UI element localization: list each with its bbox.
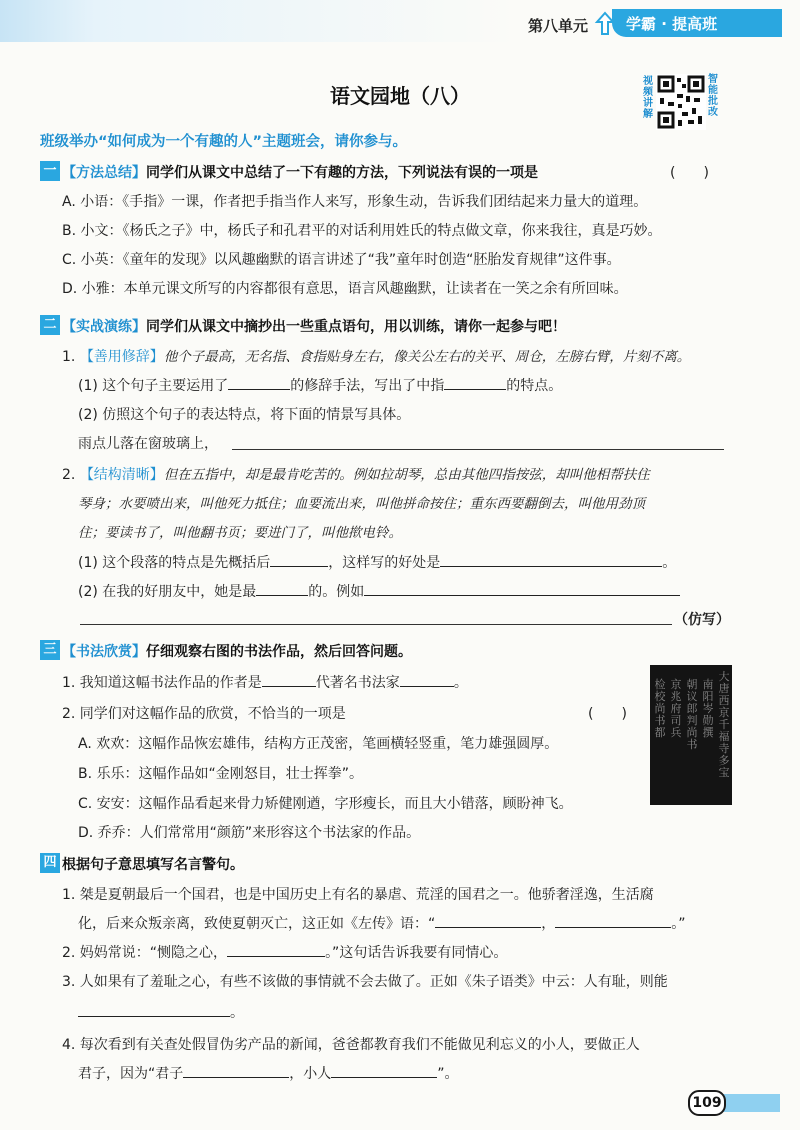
blank-gentleman[interactable] xyxy=(183,1063,289,1078)
blank-rhetoric[interactable] xyxy=(228,375,290,390)
q4-1-line-2 xyxy=(78,913,686,933)
answer-line[interactable] xyxy=(80,624,672,625)
q2-2-number: 2. xyxy=(62,467,76,483)
q4-2-part-b: 。”这句话告诉我要有同情心。 xyxy=(325,945,508,961)
option-b: B. 小文：《杨氏之子》中，杨氏子和孔君平的对话利用姓氏的特点做文章，你来我往，真是巧妙。 xyxy=(62,223,662,239)
q4-1-part-a: 化，后来众叛亲离，致使夏朝灭亡，这正如《左传》语：“ xyxy=(78,916,436,932)
header-left-band xyxy=(0,0,95,42)
page-title: 语文园地（八） xyxy=(330,84,470,108)
blank-quote-1[interactable] xyxy=(435,913,541,928)
answer-line[interactable] xyxy=(232,449,724,450)
blank-shame[interactable] xyxy=(78,1002,230,1017)
q4-2-part-a: 2. 妈妈常说：“恻隐之心， xyxy=(62,945,228,961)
section-1-tag: 【方法总结】 xyxy=(62,165,146,181)
blank-structure[interactable] xyxy=(270,552,328,567)
blank-compassion[interactable] xyxy=(227,942,325,957)
qr-right-label: 智能批改 xyxy=(708,74,718,118)
q2-1-3-lead: 雨点儿落在窗玻璃上， xyxy=(78,436,218,452)
qr-left-label: 视频讲解 xyxy=(643,76,653,120)
page-number: 109 xyxy=(688,1090,726,1116)
q3-1-part-c: 。 xyxy=(453,675,468,691)
calligraphy-column: 检校尚书都 xyxy=(654,678,666,739)
header-fade-band xyxy=(95,0,515,42)
option-a: A. 小语：《手指》一课，作者把手指当作人来写，形象生动，告诉我们团结起来力量大的道理。 xyxy=(62,194,648,210)
option-b: B. 乐乐：这幅作品如“金刚怒目，壮士挥拳”。 xyxy=(78,766,364,782)
q4-3-line-1: 3. 人如果有了羞耻之心，有些不该做的事情就不会去做了。正如《朱子语类》中云：人有耻，则能 xyxy=(62,974,668,990)
q4-4-line-1: 4. 每次看到有关查处假冒伪劣产品的新闻，爸爸都教育我们不能做见利忘义的小人，要做正人 xyxy=(62,1037,640,1053)
option-c: C. 小英：《童年的发现》以风趣幽默的语言讲述了“我”童年时创造“胚胎发育规律”这件事。 xyxy=(62,252,621,268)
q2-1-1-part-b: 的修辞手法，写出了中指 xyxy=(290,378,445,394)
blank-middle-finger[interactable] xyxy=(444,375,506,390)
blank-friend-trait[interactable] xyxy=(256,581,308,596)
section-1-heading: 同学们从课文中总结了一下有趣的方法，下列说法有误的一项是 xyxy=(146,165,538,181)
blank-quote-2[interactable] xyxy=(555,913,671,928)
q4-3-line-2 xyxy=(78,1002,244,1022)
section-2-tag: 【实战演练】 xyxy=(62,319,146,335)
q2-2-line-2: 琴身；水要喷出来，叫他死力抵住；血要流出来，叫他拼命按住；重东西要翻倒去，叫他用劲顶 xyxy=(78,496,645,512)
section-4-heading: 根据句子意思填写名言警句。 xyxy=(62,857,244,873)
blank-dynasty[interactable] xyxy=(262,672,316,687)
option-d: D. 乔乔：人们常常用“颜筋”来形容这个书法家的作品。 xyxy=(78,825,421,841)
q2-2-1 xyxy=(78,552,676,572)
blank-example[interactable] xyxy=(364,581,680,596)
section-4-number: 四 xyxy=(40,853,60,873)
qr-code-icon[interactable] xyxy=(656,74,706,130)
q4-4-line-2 xyxy=(78,1063,459,1083)
q4-4-part-c: ”。 xyxy=(437,1066,459,1082)
q2-1-1 xyxy=(78,375,562,395)
blank-benefit[interactable] xyxy=(440,552,662,567)
blank-petty-man[interactable] xyxy=(331,1063,437,1078)
q2-2-1-part-c: 。 xyxy=(662,555,677,571)
q2-2-2-part-b: 的。例如 xyxy=(308,584,365,600)
section-3-answer-paren[interactable]: ( ) xyxy=(588,706,627,722)
calligraphy-column: 京兆府司兵 xyxy=(670,678,682,739)
q2-1-1-part-a: (1) 这个句子主要运用了 xyxy=(78,378,229,394)
q2-1-text xyxy=(62,345,690,366)
q4-4-part-a: 君子，因为“君子 xyxy=(78,1066,184,1082)
q2-2-line-1 xyxy=(62,463,650,484)
q2-2-line-3: 住；要读书了，叫他翻书页；要进门了，叫他揿电铃。 xyxy=(78,525,402,541)
section-3-tag: 【书法欣赏】 xyxy=(62,644,146,660)
q2-1-quote: 他个子最高，无名指、食指贴身左右，像关公左右的关平、周仓，左膀右臂，片刻不离。 xyxy=(163,349,691,365)
calligraphy-column: 大唐西京千福寺多宝 xyxy=(718,670,730,779)
q4-1-part-b: ， xyxy=(541,916,556,932)
q2-1-number: 1. xyxy=(62,349,76,365)
option-a: A. 欢欢：这幅作品恢宏雄伟，结构方正茂密，笔画横轻竖重，笔力雄强圆厚。 xyxy=(78,736,559,752)
q2-2-1-part-a: (1) 这个段落的特点是先概括后 xyxy=(78,555,271,571)
q4-1-part-c: 。” xyxy=(671,916,686,932)
section-3-number: 三 xyxy=(40,640,60,660)
q2-1-1-part-c: 的特点。 xyxy=(506,378,563,394)
calligraphy-column: 南阳岑勋撰 xyxy=(702,678,714,739)
intro-text: 班级举办“如何成为一个有趣的人”主题班会，请你参与。 xyxy=(40,134,408,150)
q2-2-tag: 【结构清晰】 xyxy=(79,467,164,483)
q2-1-tag: 【善用修辞】 xyxy=(79,349,164,365)
q2-2-1-part-b: ，这样写的好处是 xyxy=(328,555,441,571)
series-label: 学霸 · 提高班 xyxy=(626,15,718,33)
q2-2-text-1: 但在五指中，却是最肯吃苦的。例如拉胡琴，总由其他四指按弦，却叫他相帮扶住 xyxy=(163,467,650,483)
option-d: D. 小雅：本单元课文所写的内容都很有意思，语言风趣幽默，让读者在一笑之余有所回味。 xyxy=(62,281,628,297)
section-2-heading: 同学们从课文中摘抄出一些重点语句，用以训练，请你一起参与吧！ xyxy=(146,319,566,335)
q2-1-2: (2) 仿照这个句子的表达特点，将下面的情景写具体。 xyxy=(78,407,411,423)
q3-1-part-b: 代著名书法家 xyxy=(315,675,400,691)
q2-2-2-part-a: (2) 在我的好朋友中，她是最 xyxy=(78,584,257,600)
blank-calligrapher[interactable] xyxy=(400,672,454,687)
q4-3-part-end: 。 xyxy=(230,1005,244,1021)
section-3-heading: 仔细观察右图的书法作品，然后回答问题。 xyxy=(146,644,412,660)
option-c: C. 安安：这幅作品看起来骨力矫健刚遒，字形瘦长，而且大小错落，顾盼神飞。 xyxy=(78,796,573,812)
q3-1 xyxy=(62,672,468,692)
q2-2-2 xyxy=(78,581,680,601)
section-1-number: 一 xyxy=(40,161,60,181)
q4-1-line-1: 1. 桀是夏朝最后一个国君，也是中国历史上有名的暴虐、荒淫的国君之一。他骄奢淫逸，生活腐 xyxy=(62,887,654,903)
q3-1-part-a: 1. 我知道这幅书法作品的作者是 xyxy=(62,675,262,691)
calligraphy-column: 朝议郎判尚书 xyxy=(686,678,698,751)
imitation-note: （仿写） xyxy=(674,612,730,628)
q4-4-part-b: ，小人 xyxy=(289,1066,332,1082)
section-1-answer-paren[interactable]: ( ) xyxy=(670,165,709,181)
q4-2 xyxy=(62,942,507,962)
calligraphy-image xyxy=(650,665,732,805)
unit-label: 第八单元 xyxy=(528,17,589,35)
section-2-number: 二 xyxy=(40,315,60,335)
q3-2: 2. 同学们对这幅作品的欣赏，不恰当的一项是 xyxy=(62,706,346,722)
